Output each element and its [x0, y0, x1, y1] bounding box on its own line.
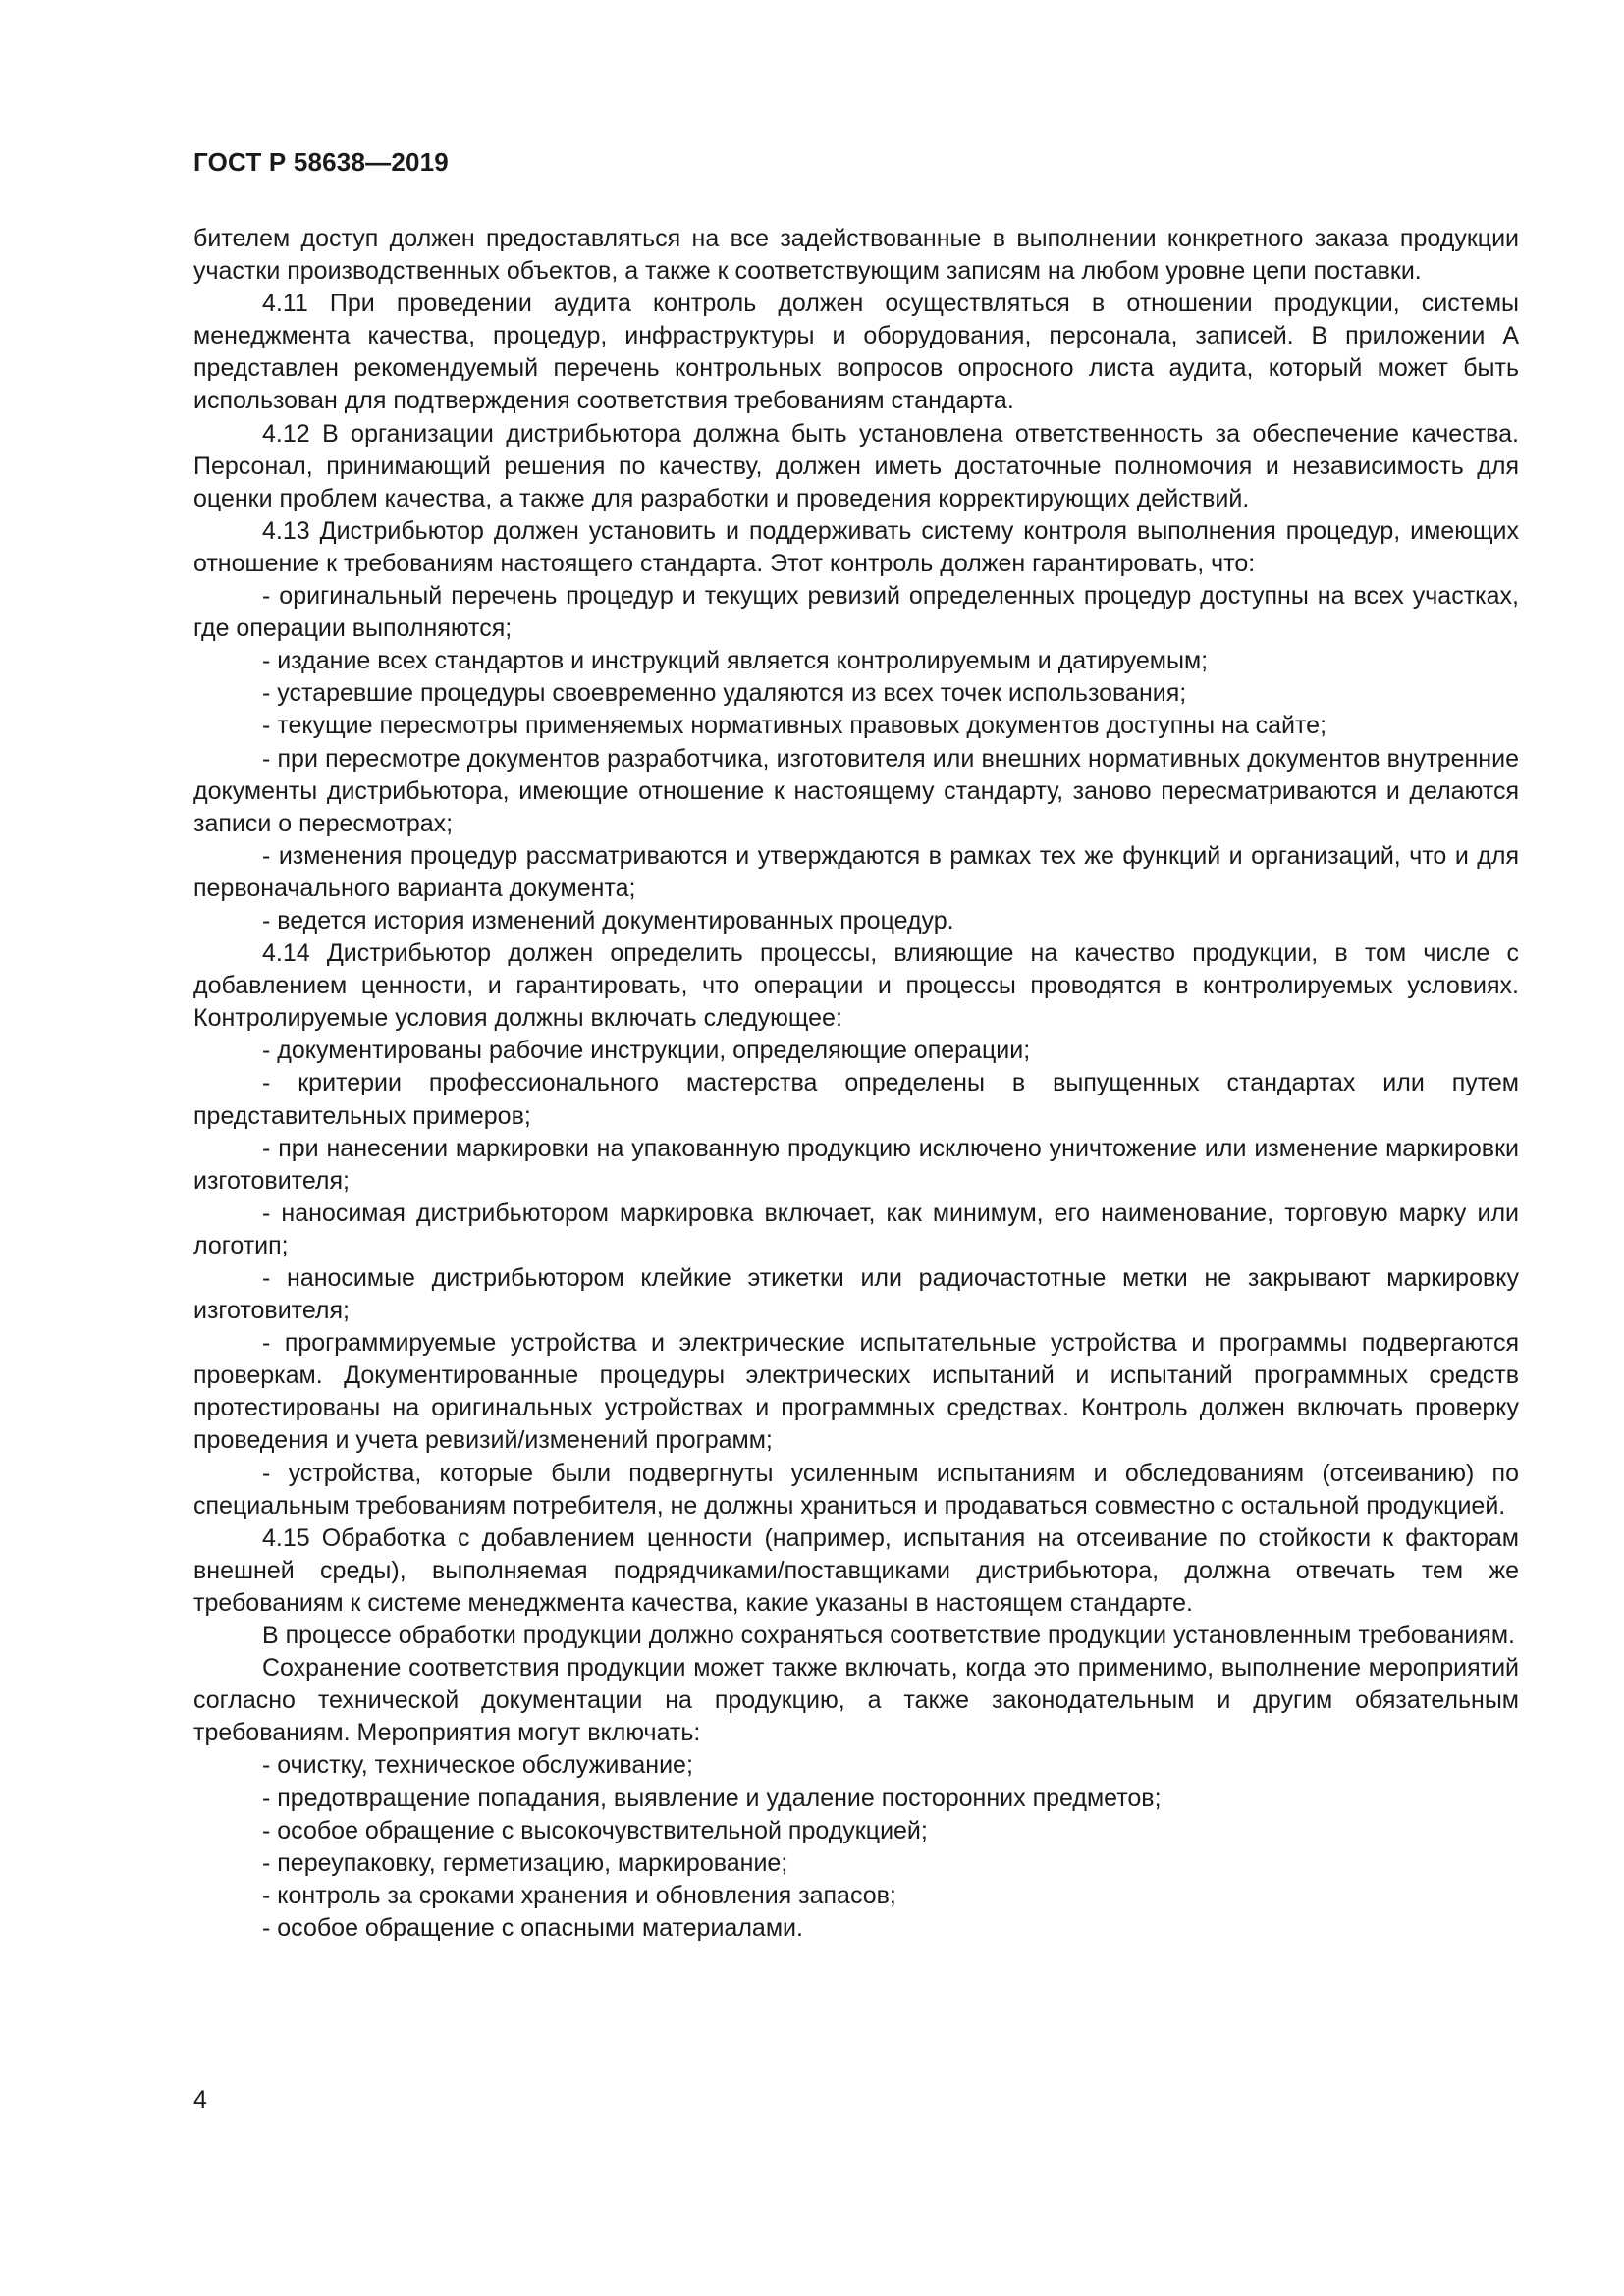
- paragraph: В процессе обработки продукции должно сохраняться соответствие продукции установленным требованиям.: [262, 1622, 1515, 1650]
- list-item: - оригинальный перечень процедур и текущих ревизий определенных процедур доступны на всех участках, где операции выполняются;: [193, 582, 1519, 643]
- list-item: - издание всех стандартов и инструкций является контролируемым и датируемым;: [262, 647, 1209, 675]
- list-item: - предотвращение попадания, выявление и удаление посторонних предметов;: [262, 1784, 1162, 1812]
- list-item: - особое обращение с опасными материалами.: [262, 1913, 803, 1942]
- clause-4-13: 4.13 Дистрибьютор должен установить и поддерживать систему контроля выполнения процедур, имеющих отношение к требованиям настоящего стандарта. Этот контроль должен гарантировать, что:: [193, 516, 1519, 577]
- paragraph-continuation: бителем доступ должен предоставляться на все задействованные в выполнении конкретного заказа продукции участки производственных объектов, а также к соответствующим записям на любом уровне цепи поставки.: [193, 225, 1519, 286]
- paragraph: Сохранение соответствия продукции может также включать, когда это применимо, выполнение мероприятий согласно технической документации на продукцию, а также законодательным и другим обязательным требованиям. Мероприятия могут включать:: [193, 1654, 1519, 1747]
- list-item: - особое обращение с высокочувствительной продукцией;: [262, 1816, 928, 1844]
- clause-4-11: 4.11 При проведении аудита контроль должен осуществляться в отношении продукции, системы менеджмента качества, процедур, инфраструктуры и оборудования, персонала, записей. В приложении А представлен рекомендуемый перечень контрольных вопросов опросного листа аудита, который может быть использован для подтверждения соответствия требованиям стандарта.: [193, 290, 1519, 415]
- list-item: - критерии профессионального мастерства определены в выпущенных стандартах или путем представительных примеров;: [193, 1069, 1519, 1130]
- clause-4-15: 4.15 Обработка с добавлением ценности (например, испытания на отсеивание по стойкости к факторам внешней среды), выполняемая подрядчиками/поставщиками дистрибьютора, должна отвечать тем же требованиям к системе менеджмента качества, какие указаны в настоящем стандарте.: [193, 1523, 1519, 1617]
- list-item: - ведется история изменений документированных процедур.: [262, 906, 954, 934]
- list-item: - контроль за сроками хранения и обновления запасов;: [262, 1881, 896, 1909]
- page-number: 4: [193, 2086, 207, 2113]
- clause-4-14: 4.14 Дистрибьютор должен определить процессы, влияющие на качество продукции, в том числе с добавлением ценности, и гарантировать, что операции и процессы проводятся в контролируемых условиях. Контролируемые условия должны включать следующее:: [193, 939, 1519, 1033]
- list-item: - переупаковку, герметизацию, маркирование;: [262, 1848, 788, 1877]
- list-item: - наносимая дистрибьютором маркировка включает, как минимум, его наименование, торговую марку или логотип;: [193, 1199, 1519, 1259]
- document-body: [193, 223, 1519, 1945]
- list-item: - текущие пересмотры применяемых нормативных правовых документов доступны на сайте;: [262, 712, 1327, 740]
- list-item: - устройства, которые были подвергнуты усиленным испытаниям и обследованиям (отсеиванию) по специальным требованиям потребителя, не должны храниться и продаваться совместно с остальной продукцией.: [193, 1459, 1519, 1520]
- list-item: - при пересмотре документов разработчика, изготовителя или внешних нормативных документов внутренние документы дистрибьютора, имеющие отношение к настоящему стандарту, заново пересматриваются и делаются записи о пересмотрах;: [193, 744, 1519, 837]
- standard-code-header: ГОСТ Р 58638—2019: [193, 147, 449, 177]
- list-item: - документированы рабочие инструкции, определяющие операции;: [262, 1037, 1031, 1065]
- clause-4-12: 4.12 В организации дистрибьютора должна быть установлена ответственность за обеспечение качества. Персонал, принимающий решения по качеству, должен иметь достаточные полномочия и независимость для оценки проблем качества, а также для разработки и проведения корректирующих действий.: [193, 419, 1519, 512]
- list-item: - программируемые устройства и электрические испытательные устройства и программы подвергаются проверкам. Документированные процедуры электрических испытаний и испытаний программных средств протестированы на оригинальных устройствах и программных средствах. Контроль должен включать проверку проведения и учета ревизий/изменений программ;: [193, 1329, 1519, 1455]
- list-item: - изменения процедур рассматриваются и утверждаются в рамках тех же функций и организаций, что и для первоначального варианта документа;: [193, 841, 1519, 902]
- list-item: - очистку, техническое обслуживание;: [262, 1751, 693, 1780]
- list-item: - при нанесении маркировки на упакованную продукцию исключено уничтожение или изменение маркировки изготовителя;: [193, 1134, 1519, 1195]
- list-item: - наносимые дистрибьютором клейкие этикетки или радиочастотные метки не закрывают маркировку изготовителя;: [193, 1264, 1519, 1325]
- list-item: - устаревшие процедуры своевременно удаляются из всех точек использования;: [262, 679, 1187, 708]
